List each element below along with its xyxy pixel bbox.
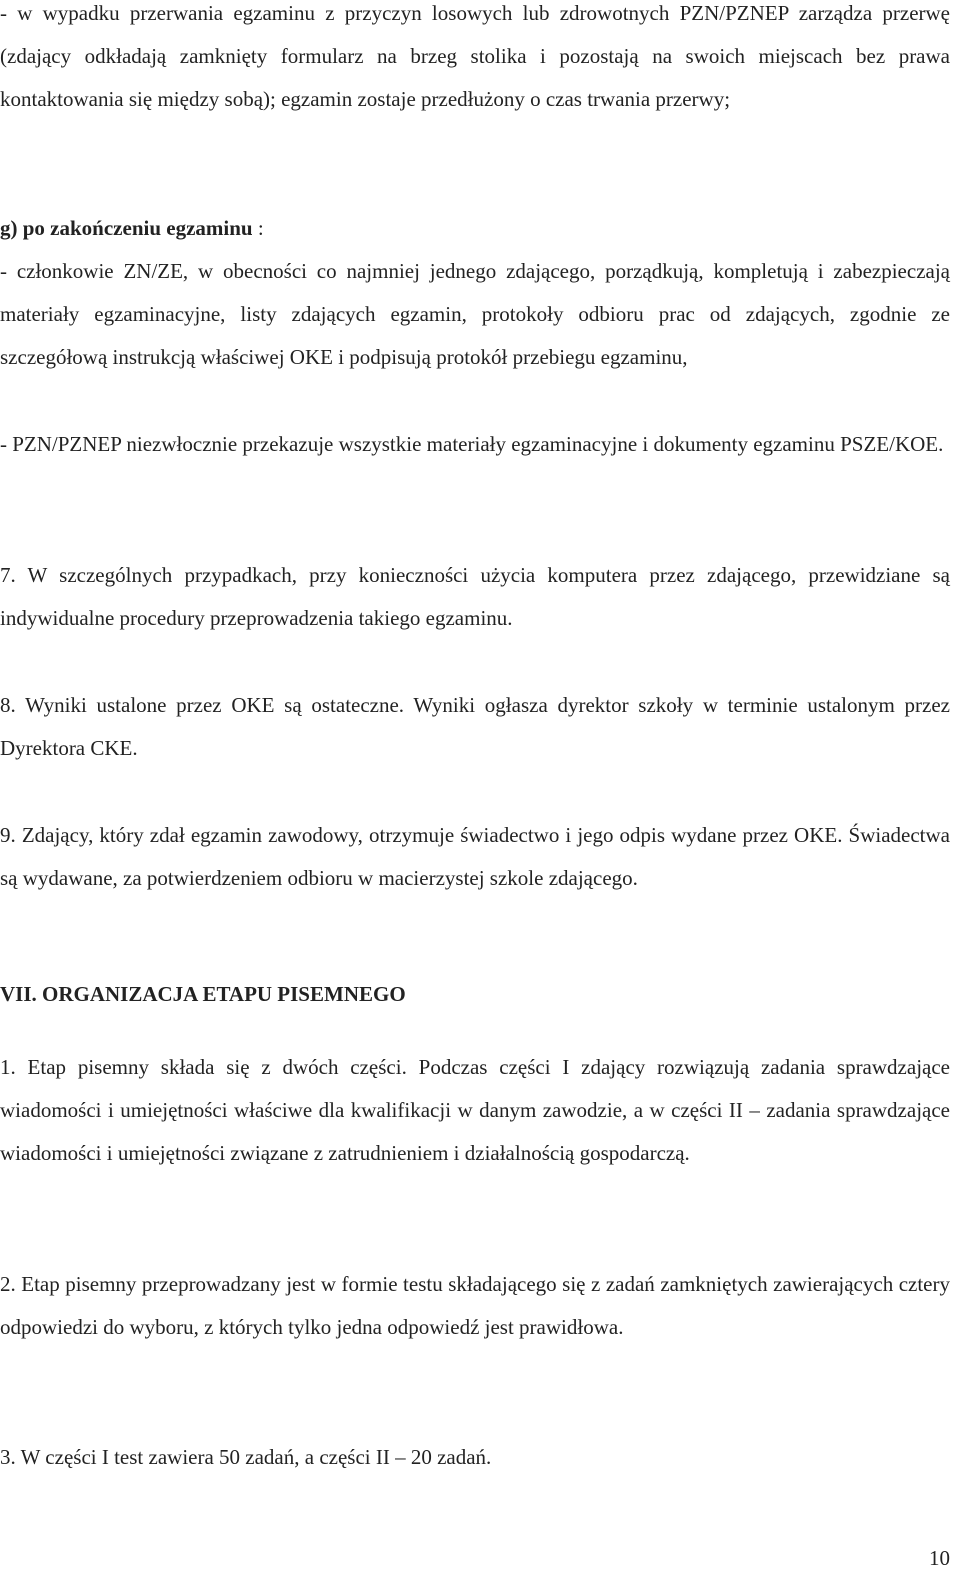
subsection-g-label: g) po zakończeniu egzaminu: [0, 216, 253, 240]
paragraph-text: - PZN/PZNEP niezwłocznie przekazuje wszystkie materiały egzaminacyjne i dokumenty egzaminu PSZE/KOE.: [0, 432, 944, 456]
paragraph-text: 3. W części I test zawiera 50 zadań, a części II – 20 zadań.: [0, 1445, 492, 1469]
paragraph-section-point-2: [0, 1263, 950, 1349]
section-heading: [0, 973, 950, 1016]
paragraph-text: - członkowie ZN/ZE, w obecności co najmniej jednego zdającego, porządkują, kompletują i zabezpieczają materiały egzaminacyjne, listy zdających egzamin, protokoły odbioru prac od zdających, zgodnie ze szczegółową instrukcją właściwej OKE i podpisują protokół przebiegu egzaminu,: [0, 259, 950, 370]
section-heading-text: VII. ORGANIZACJA ETAPU PISEMNEGO: [0, 982, 406, 1006]
paragraph-point-9: [0, 814, 950, 900]
paragraph-text: 7. W szczególnych przypadkach, przy konieczności użycia komputera przez zdającego, przewidziane są indywidualne procedury przeprowadzenia takiego egzaminu.: [0, 563, 950, 631]
paragraph-text: 8. Wyniki ustalone przez OKE są ostateczne. Wyniki ogłasza dyrektor szkoły w terminie ustalonym przez Dyrektora CKE.: [0, 693, 950, 761]
paragraph-members-duties: [0, 250, 950, 380]
paragraph-pzn-transfer: [0, 423, 950, 466]
paragraph-point-8: [0, 684, 950, 770]
paragraph-text: 9. Zdający, który zdał egzamin zawodowy, otrzymuje świadectwo i jego odpis wydane przez OKE. Świadectwa są wydawane, za potwierdzeniem odbioru w macierzystej szkole zdającego.: [0, 823, 950, 891]
paragraph-section-point-1: [0, 1046, 950, 1176]
paragraph-text: 2. Etap pisemny przeprowadzany jest w formie testu składającego się z zadań zamkniętych zawierających cztery odpowiedzi do wyboru, z których tylko jedna odpowiedź jest prawidłowa.: [0, 1272, 950, 1340]
subsection-g: [0, 207, 950, 250]
paragraph-text: - w wypadku przerwania egzaminu z przyczyn losowych lub zdrowotnych PZN/PZNEP zarządza przerwę (zdający odkładają zamknięty formularz na brzeg stolika i pozostają na swoich miejscach bez prawa kontaktowania się między sobą); egzamin zostaje przedłużony o czas trwania przerwy;: [0, 1, 950, 112]
page-number: 10: [929, 1546, 950, 1570]
subsection-g-colon: :: [252, 216, 264, 240]
paragraph-interruption: [0, 0, 950, 122]
paragraph-point-7: [0, 554, 950, 640]
paragraph-text: 1. Etap pisemny składa się z dwóch części. Podczas części I zdający rozwiązują zadania sprawdzające wiadomości i umiejętności właściwe dla kwalifikacji w danym zawodzie, a w części II – zadania sprawdzające wiadomości i umiejętności związane z zatrudnieniem i działalnością gospodarczą.: [0, 1055, 950, 1166]
paragraph-section-point-3: [0, 1436, 950, 1479]
